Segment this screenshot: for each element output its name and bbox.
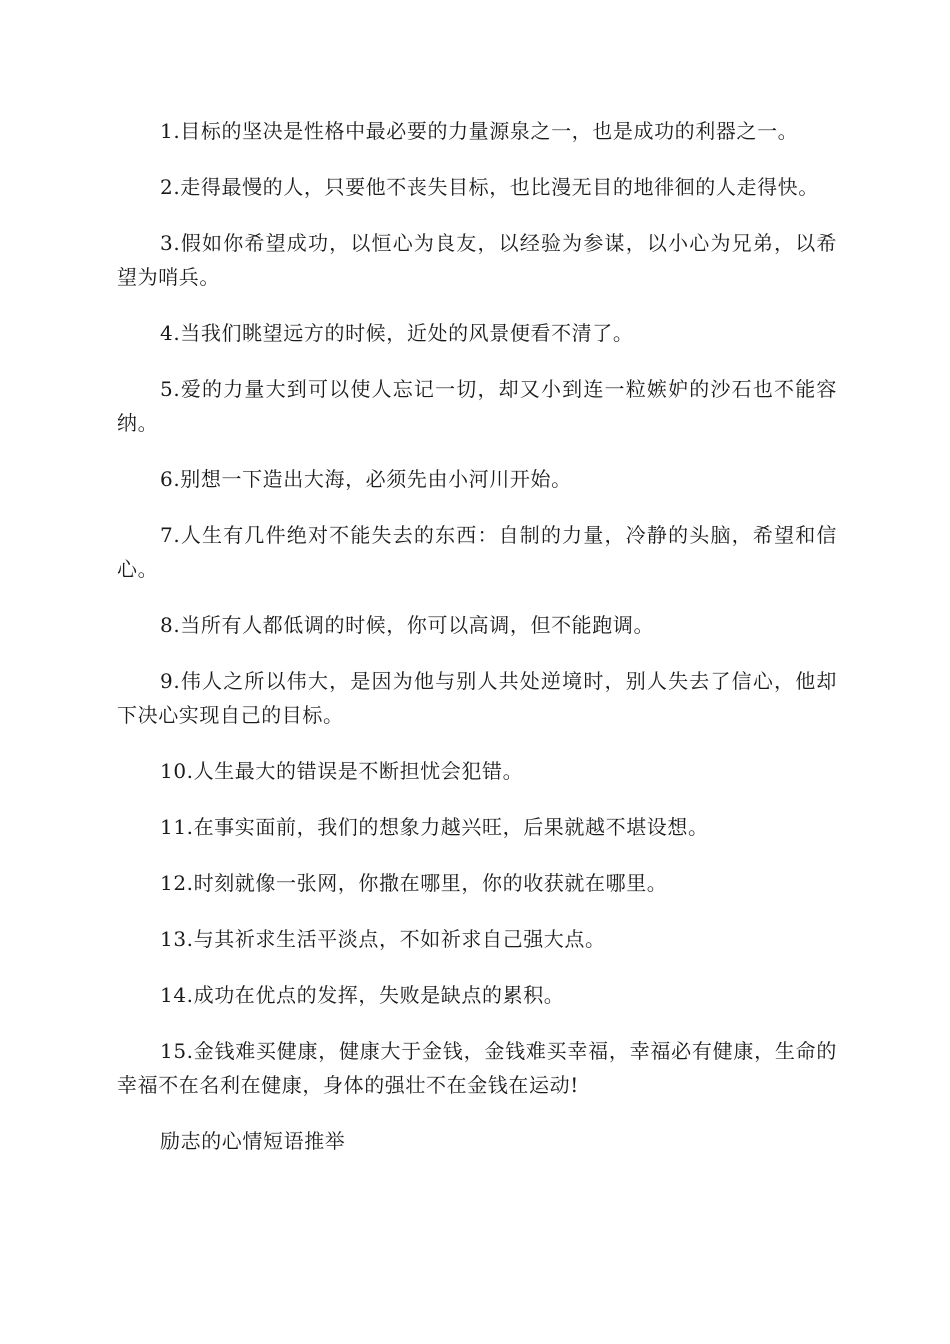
- section-heading: 励志的心情短语推举: [160, 1129, 346, 1153]
- quote-paragraph-11: 11.在事实面前，我们的想象力越兴旺，后果就越不堪设想。: [160, 815, 709, 839]
- quote-paragraph-6: 6.别想一下造出大海，必须先由小河川开始。: [160, 467, 572, 491]
- quote-paragraph-10: 10.人生最大的错误是不断担忧会犯错。: [160, 759, 524, 783]
- quote-paragraph-13: 13.与其祈求生活平淡点，不如祈求自己强大点。: [160, 927, 606, 951]
- quote-paragraph-2: 2.走得最慢的人，只要他不丧失目标，也比漫无目的地徘徊的人走得快。: [160, 175, 819, 199]
- quote-paragraph-15: 15.金钱难买健康，健康大于金钱，金钱难买幸福，幸福必有健康，生命的幸福不在名利在健康，身体的强壮不在金钱在运动!: [117, 1039, 837, 1097]
- quote-paragraph-5: 5.爱的力量大到可以使人忘记一切，却又小到连一粒嫉妒的沙石也不能容纳。: [117, 377, 837, 435]
- quote-paragraph-8: 8.当所有人都低调的时候，你可以高调，但不能跑调。: [160, 613, 655, 637]
- quote-paragraph-7: 7.人生有几件绝对不能失去的东西：自制的力量，冷静的头脑，希望和信心。: [117, 523, 837, 581]
- quote-paragraph-4: 4.当我们眺望远方的时候，近处的风景便看不清了。: [160, 321, 634, 345]
- document-page: [117, 114, 837, 1158]
- quote-paragraph-3: 3.假如你希望成功，以恒心为良友，以经验为参谋，以小心为兄弟，以希望为哨兵。: [117, 231, 837, 289]
- quote-paragraph-1: 1.目标的坚决是性格中最必要的力量源泉之一，也是成功的利器之一。: [160, 119, 799, 143]
- quote-paragraph-9: 9.伟人之所以伟大，是因为他与别人共处逆境时，别人失去了信心，他却下决心实现自己的目标。: [117, 669, 837, 727]
- quote-paragraph-12: 12.时刻就像一张网，你撒在哪里，你的收获就在哪里。: [160, 871, 668, 895]
- quote-paragraph-14: 14.成功在优点的发挥，失败是缺点的累积。: [160, 983, 565, 1007]
